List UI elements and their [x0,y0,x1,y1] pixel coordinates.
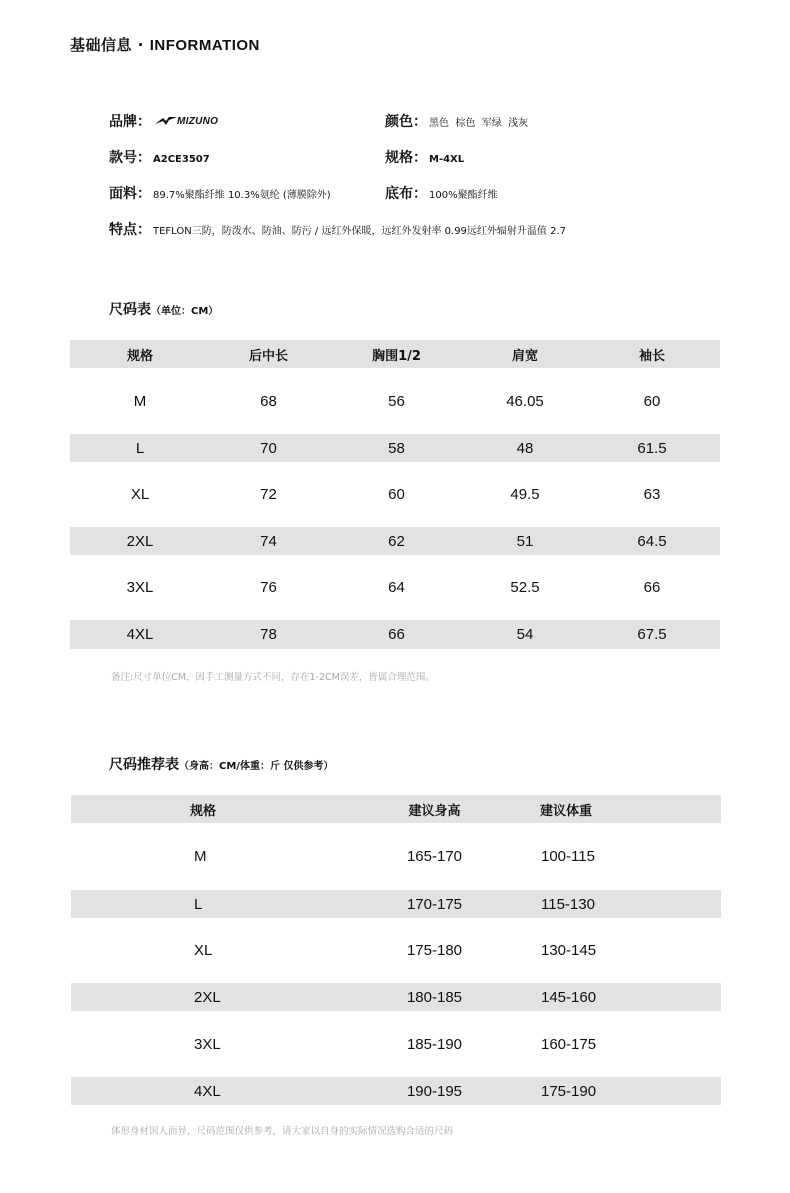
table-cell: 4XL [71,1077,338,1105]
recommend-table [71,795,721,1105]
table-cell: XL [194,942,213,959]
section-title [70,34,260,55]
mizuno-runbird-icon [155,116,177,126]
fabric-row [109,183,331,203]
size-row [385,147,464,167]
table-cell: 66 [327,620,466,649]
table-cell: 190-195 [338,1077,531,1105]
table-cell: 145-160 [531,983,721,1011]
table-cell: 58 [327,434,466,462]
table-row [70,527,720,555]
table-cell: 175-180 [406,942,463,959]
table-cell: 56 [388,392,405,410]
recommend-header-cell: 规格 [71,795,338,823]
color-row [385,111,528,131]
table-cell: 180-185 [338,983,531,1011]
table-cell: 3XL [194,1035,221,1053]
fabric-label: 面料： [109,186,151,202]
table-row [71,983,721,1011]
table-cell: 78 [210,620,327,649]
table-cell: 62 [327,527,466,555]
table-cell: 165-170 [406,848,463,865]
table-row [71,918,721,983]
table-cell: L [70,434,210,462]
lining-row [385,183,498,203]
size-table-title [109,299,218,319]
section-title-en: INFORMATION [149,37,260,54]
brand-row [109,111,218,131]
fabric-value: 89.7%聚酯纤维 10.3%氨纶 (薄膜除外) [153,190,331,201]
table-cell: 2XL [71,983,338,1011]
table-cell: 67.5 [584,620,720,649]
table-cell: 54 [466,620,584,649]
table-cell: L [71,890,338,918]
recommend-header-cell: 建议体重 [531,795,721,823]
model-row [109,147,210,167]
table-row [71,823,721,890]
recommend-table-note: 体形身材因人而异，尺码范围仅供参考，请大家以自身的实际情况选购合适的尺码 [111,1126,454,1137]
size-header-cell: 后中长 [210,340,327,368]
size-table [70,340,720,649]
table-cell: 60 [388,486,405,503]
size-table-title-text: 尺码表 [109,302,151,318]
recommend-table-title [109,754,333,774]
table-cell: 70 [210,434,327,462]
lining-value: 100%聚酯纤维 [429,190,498,201]
lining-label: 底布： [385,186,427,202]
table-cell: 2XL [70,527,210,555]
size-table-subtitle: （单位：CM） [151,306,219,317]
size-table-header [70,340,720,368]
table-row [71,1011,721,1077]
table-cell: 74 [210,527,327,555]
size-header-cell: 袖长 [584,340,720,368]
table-row [71,890,721,918]
table-cell: M [194,848,207,865]
table-cell: 160-175 [541,1035,597,1053]
table-cell: 61.5 [584,434,720,462]
table-cell: 3XL [126,579,154,596]
size-header-cell: 规格 [70,340,210,368]
brand-logo [155,116,218,127]
color-value: 黑色 棕色 军绿 浅灰 [429,118,529,129]
feature-label: 特点： [109,222,151,238]
section-title-separator: · [137,36,144,54]
table-cell: 52.5 [510,579,540,596]
table-cell: 4XL [70,620,210,649]
size-table-note: 备注:尺寸单位CM，因手工测量方式不同，存在1-2CM误差，皆属合理范围。 [111,672,435,683]
color-label: 颜色： [385,114,427,130]
table-row [70,620,720,649]
size-header-cell: 肩宽 [466,340,584,368]
table-cell: 76 [260,579,277,596]
table-cell: 60 [643,392,661,410]
table-cell: 170-175 [338,890,531,918]
model-label: 款号： [109,150,151,166]
table-cell: 64.5 [584,527,720,555]
feature-row [109,219,566,239]
table-cell: 66 [643,579,661,596]
table-cell: 130-145 [541,942,597,959]
table-cell: 100-115 [541,848,595,865]
recommend-table-title-text: 尺码推荐表 [109,757,179,773]
table-cell: 51 [466,527,584,555]
table-cell: 115-130 [531,890,721,918]
table-cell: M [133,392,147,410]
table-row [70,555,720,620]
table-cell: 63 [643,486,661,503]
table-cell: 185-190 [406,1035,463,1053]
brand-label: 品牌： [109,114,151,130]
size-value: M-4XL [429,154,465,165]
table-cell: 48 [466,434,584,462]
table-cell: 68 [260,392,277,410]
brand-logo-text: MIZUNO [177,115,219,127]
table-row [71,1077,721,1105]
table-row [70,434,720,462]
table-row [70,368,720,434]
size-header-cell: 胸围1/2 [327,340,466,368]
table-cell: 175-190 [531,1077,721,1105]
table-cell: 46.05 [506,392,544,410]
recommend-table-header [71,795,721,823]
table-cell: 72 [260,486,277,503]
size-label: 规格： [385,150,427,166]
table-row [70,462,720,527]
feature-value: TEFLON三防，防泼水、防油、防污 / 远红外保暖，远红外发射率 0.99远红外辐射升温值 2.7 [153,226,566,237]
model-value: A2CE3507 [153,154,210,165]
table-cell: 64 [388,579,405,596]
recommend-table-subtitle: （身高：CM/体重：斤 仅供参考） [179,761,334,772]
table-cell: 49.5 [510,486,540,503]
section-title-cn: 基础信息 [70,36,133,54]
table-cell: XL [130,486,150,503]
recommend-header-cell: 建议身高 [338,795,531,823]
